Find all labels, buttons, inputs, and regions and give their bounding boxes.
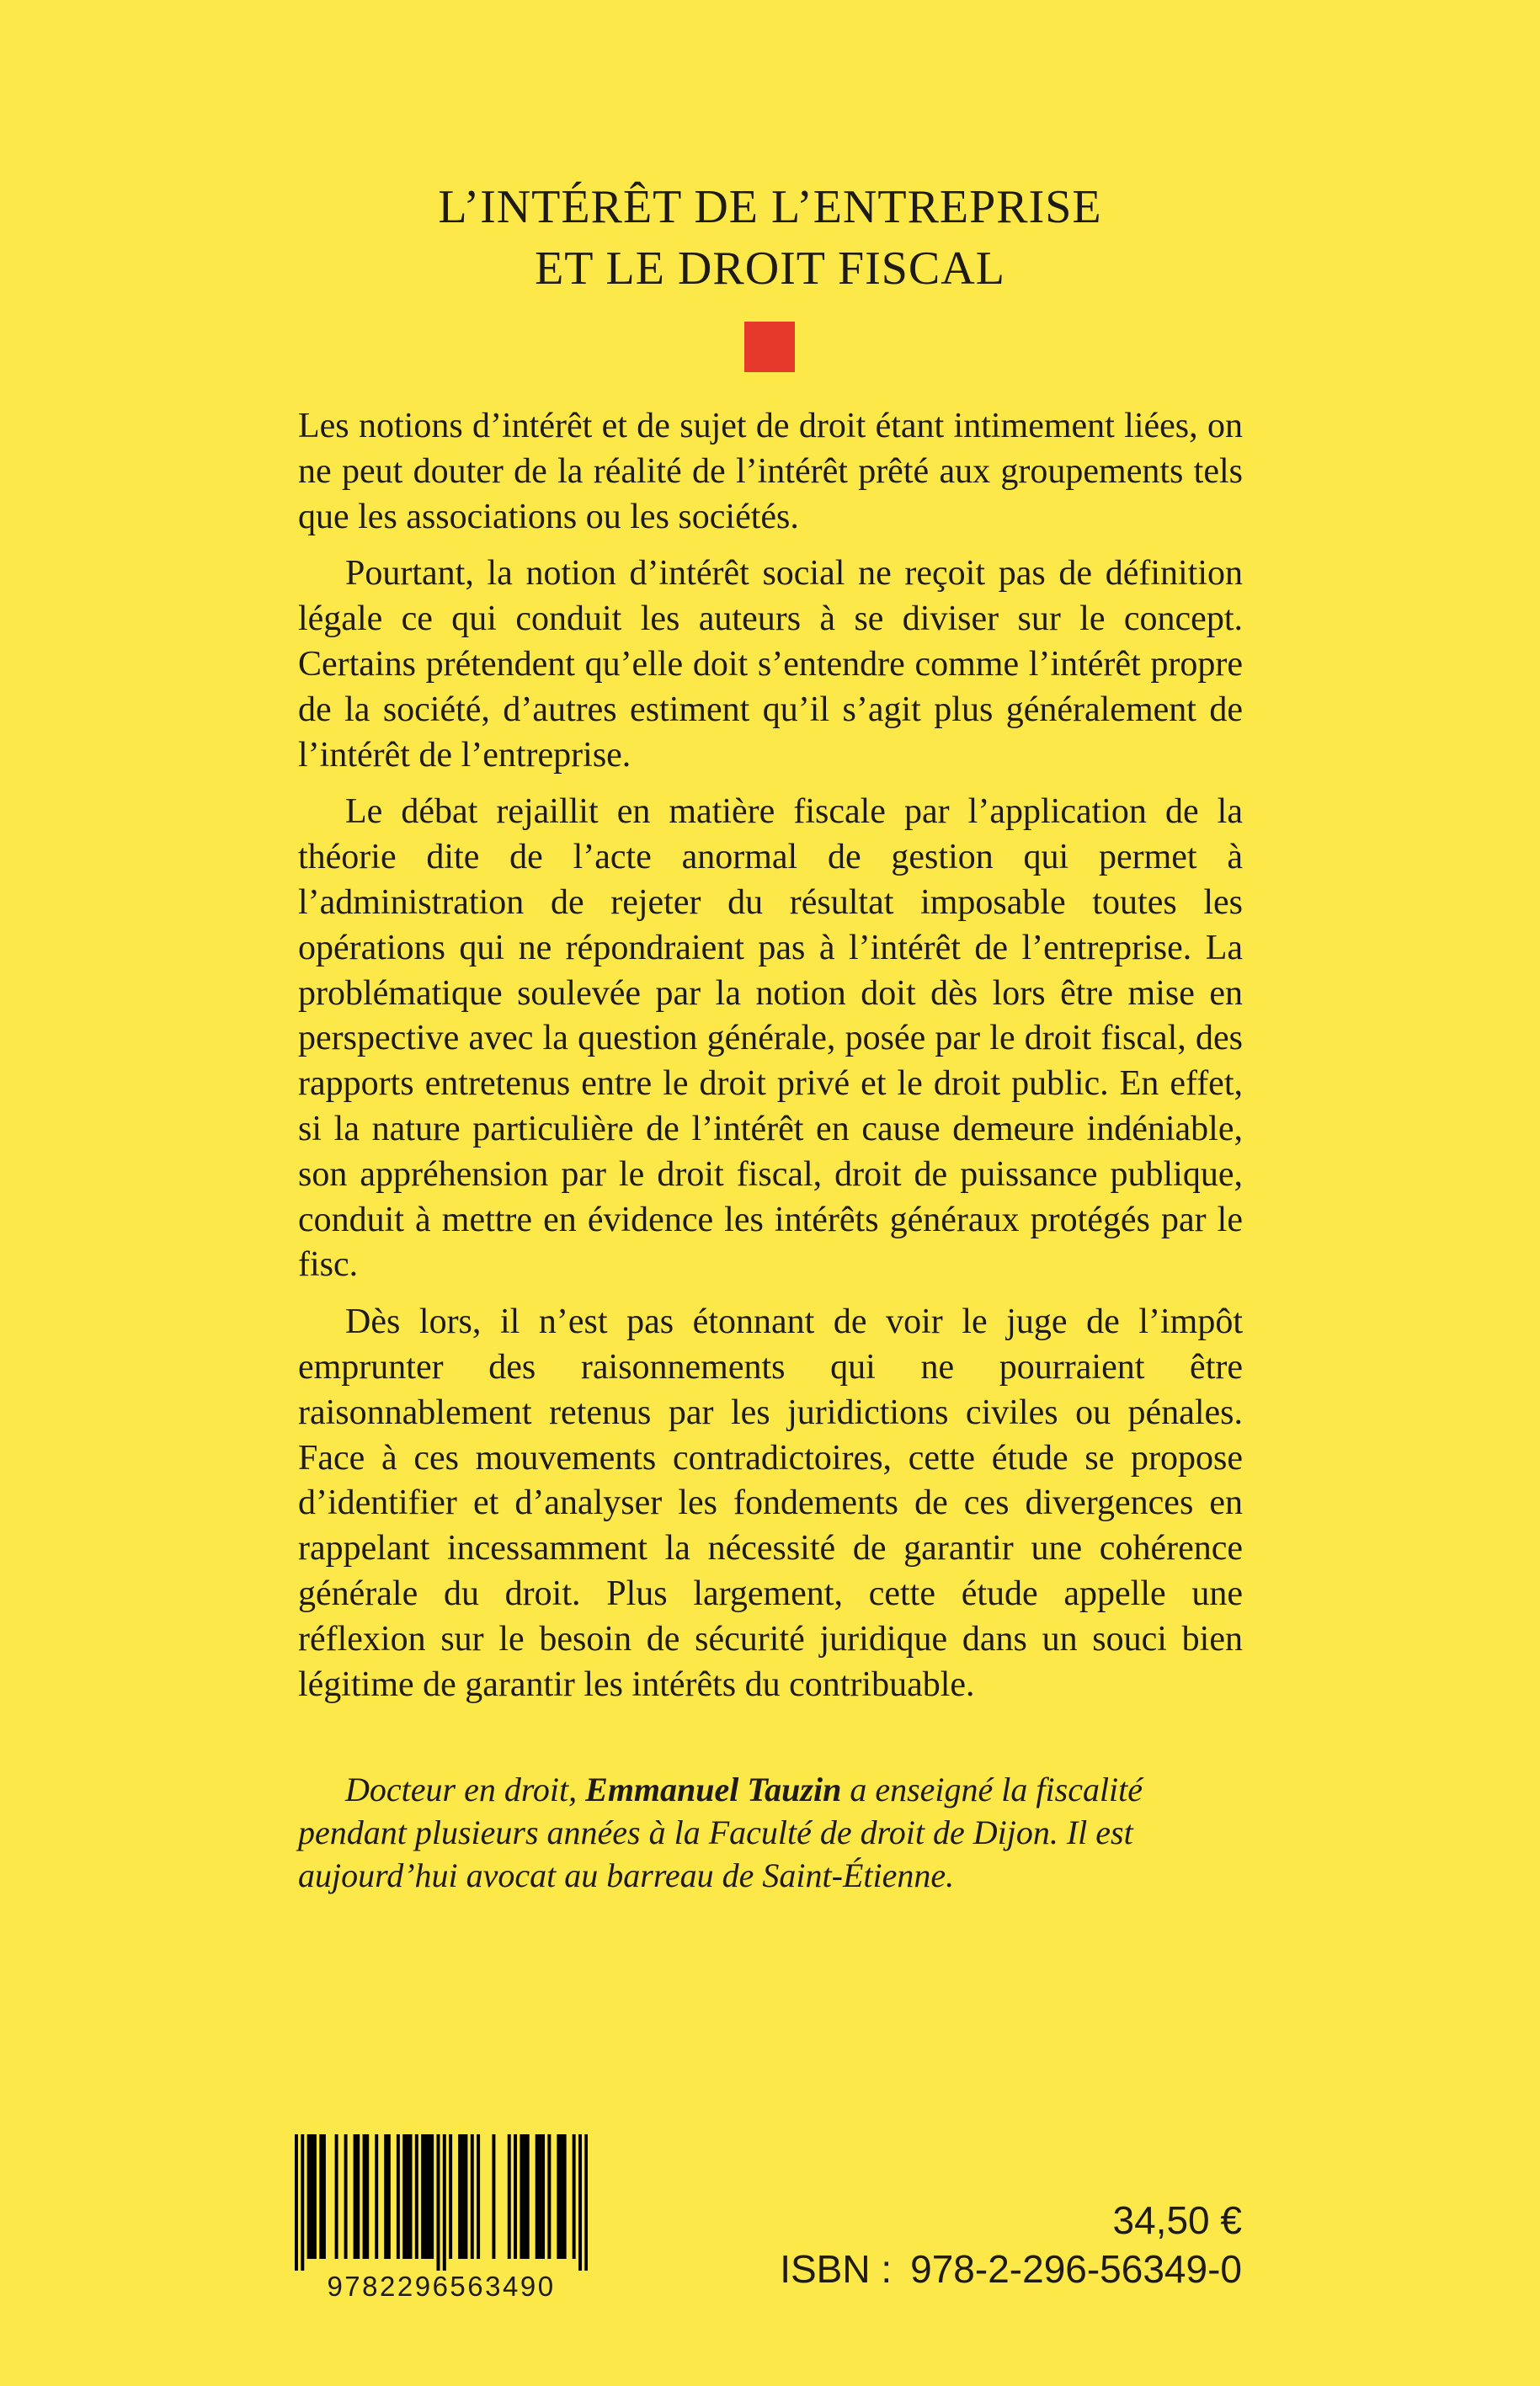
barcode-bar [471,2134,474,2259]
barcode-bar [415,2134,418,2259]
price: 34,50 € [1112,2198,1242,2242]
barcode-bar [557,2134,560,2259]
barcode-bar [344,2134,348,2259]
barcode-bar [356,2134,360,2259]
barcode-bar [458,2134,461,2259]
barcode-bar [523,2134,526,2259]
barcode-bar [449,2134,452,2259]
back-cover-summary [298,404,1243,1719]
title-line-2: ET LE DROIT FISCAL [535,242,1005,295]
isbn-barcode [295,2134,588,2302]
barcode-bar [526,2134,530,2259]
barcode-bar [520,2134,523,2259]
barcode-bar [538,2134,541,2259]
barcode-bar [354,2134,357,2259]
bio-rest: a enseigné la fiscalité pendant plusieurs années à la Faculté de droit de Dijon. Il est aujourd’hui avocat au barreau de Saint-Étienne. [298,1771,1143,1894]
title-line-1: L’INTÉRÊT DE L’ENTREPRISE [438,181,1102,233]
author-name: Emmanuel Tauzin [585,1771,842,1808]
barcode-bar [365,2134,369,2259]
author-bio [298,1768,1243,1897]
summary-paragraph-4: Dès lors, il n’est pas étonnant de voir le juge de l’impôt emprunter des raisonnements qui ne pourraient être raisonnablement retenus par les juridictions civiles ou pénales. Face à ces mouvements contradictoires, cette étude se propose d’identifier et d’analyser les fondements de ces divergences en rappelant incessamment la nécessité de garantir une cohérence générale du droit. Plus largement, cette étude appelle une réflexion sur le besoin de sécurité juridique dans un souci bien légitime de garantir les intérêts du contribuable. [298,1302,1243,1704]
barcode-bar [406,2134,409,2259]
barcode-bar [335,2134,338,2259]
book-title [0,177,1540,300]
barcode-bar [443,2134,446,2271]
barcode-bar [310,2134,313,2259]
barcode-bar [477,2134,480,2259]
barcode-bar [428,2134,431,2259]
barcode-bar [307,2134,311,2259]
barcode-bar [492,2134,495,2259]
isbn-number: 978-2-296-56349-0 [910,2247,1242,2291]
barcode-bar [363,2134,366,2259]
barcode-bar [375,2134,378,2259]
isbn-label: ISBN : [780,2247,893,2291]
barcode-bar [437,2134,440,2271]
barcode-bar [301,2134,304,2271]
barcode-bar [397,2134,400,2259]
summary-paragraph-1: Les notions d’intérêt et de sujet de droit étant intimement liées, on ne peut douter de la réalité de l’intérêt prêté aux groupements tels que les associations ou les sociétés. [298,407,1243,536]
barcode-bar [536,2134,539,2259]
barcode-bar [424,2134,428,2259]
barcode-bar [421,2134,424,2259]
barcode-bar [295,2134,298,2271]
barcode-bar [464,2134,467,2259]
barcode-bar [573,2134,576,2259]
summary-paragraph-2: Pourtant, la notion d’intérêt social ne reçoit pas de définition légale ce qui conduit les auteurs à se diviser sur le concept. Certains prétendent qu’elle doit s’entendre comme l’intérêt propre de la société, d’autres estiment qu’il s’agit plus généralement de l’intérêt de l’entreprise. [298,554,1243,775]
barcode-bar [563,2134,567,2259]
barcode-bar [384,2134,387,2259]
barcode-bar [319,2134,322,2259]
barcode-bar [461,2134,465,2259]
barcode-bar [313,2134,317,2259]
barcode-bar [578,2134,582,2271]
barcode-bar [402,2134,406,2259]
barcode-bar [547,2134,551,2259]
summary-paragraph-3: Le débat rejaillit en matière fiscale par l’application de la théorie dite de l’acte anormal de gestion qui permet à l’administration de rejeter du résultat imposable toutes les opérations qui ne répondraient pas à l’intérêt de l’entreprise. La problématique soulevée par la notion doit dès lors être mise en perspective avec la question générale, posée par le droit fiscal, des rapports entretenus entre le droit privé et le droit public. En effet, si la nature particulière de l’intérêt en cause demeure indéniable, son appréhension par le droit fiscal, droit de puissance publique, conduit à mettre en évidence les intérêts généraux protégés par le fisc. [298,792,1243,1285]
barcode-number: 9782296563490 [327,2271,556,2302]
barcode-bar [409,2134,413,2259]
barcode-bar [584,2134,588,2271]
isbn-line [780,2246,1242,2292]
barcode-bar [560,2134,563,2259]
barcode-bar [430,2134,434,2259]
barcode-bar [322,2134,326,2259]
red-square-ornament [744,322,795,372]
barcode-bar [508,2134,511,2259]
barcode-bar [514,2134,517,2259]
bio-intro: Docteur en droit, [345,1771,586,1808]
barcode-bar [541,2134,545,2259]
barcode-bar [387,2134,391,2259]
barcode-bars [295,2134,588,2271]
